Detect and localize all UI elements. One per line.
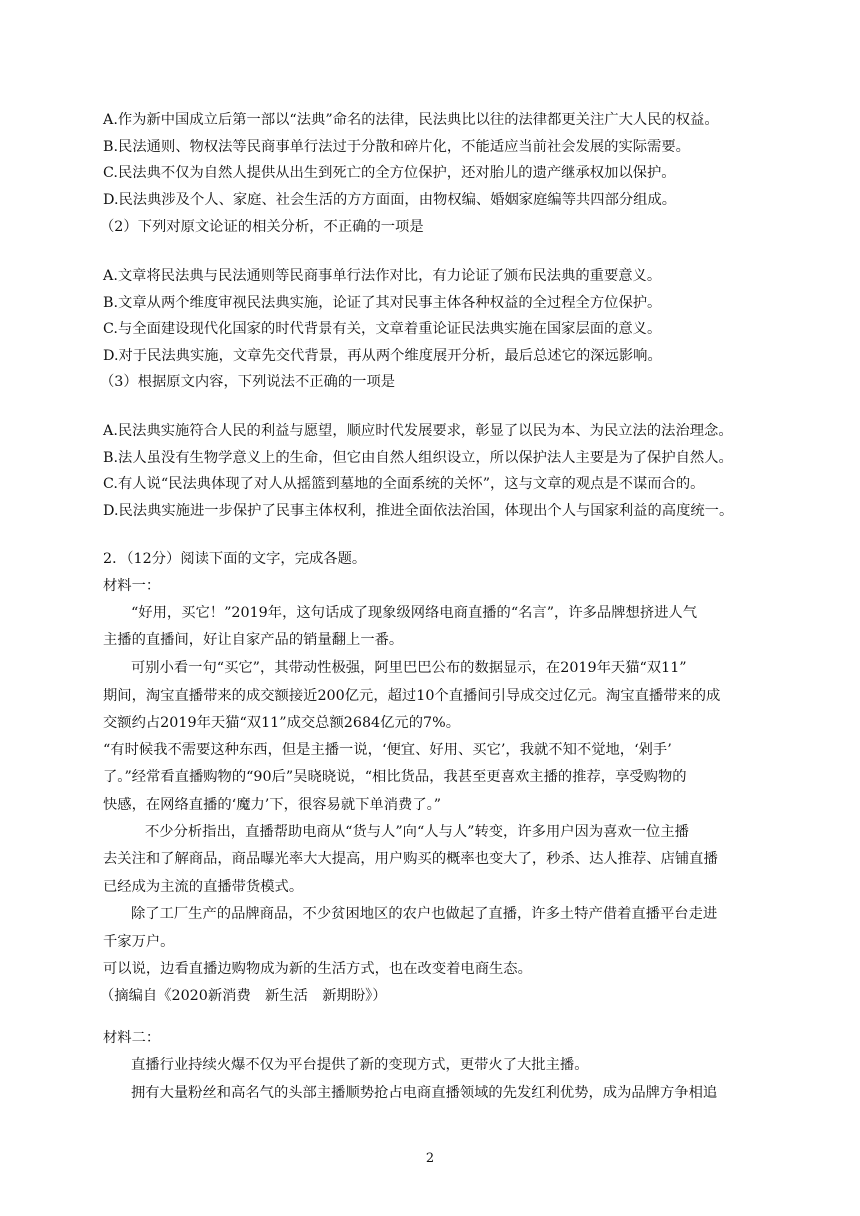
q1-option-d: D.民法典涉及个人、家庭、社会生活的方方面面，由物权编、婚姻家庭编等共四部分组成。 <box>103 192 677 208</box>
m2-line: 拥有大量粉丝和高名气的头部主播顺势抢占电商直播领域的先发红利优势，成为品牌方争相追 <box>131 1085 718 1101</box>
q3-option-a: A.民法典实施符合人民的利益与愿望，顺应时代发展要求，彰显了以民为本、为民立法的法治理念。 <box>103 423 733 439</box>
page-number: 2 <box>425 1151 435 1166</box>
m1-line: 千家万户。 <box>103 934 175 950</box>
section2-heading: 2．（12分）阅读下面的文字，完成各题。 <box>103 551 367 567</box>
q2-option-c: C.与全面建设现代化国家的时代背景有关，文章着重论证民法典实施在国家层面的意义。 <box>103 321 662 337</box>
q3-option-d: D.民法典实施进一步保护了民事主体权利，推进全面依法治国，体现出个人与国家利益的高度统一。 <box>103 503 734 519</box>
m1-line: 除了工厂生产的品牌商品，不少贫困地区的农户也做起了直播，许多土特产借着直播平台走进 <box>131 906 718 922</box>
m1-line: 期间，淘宝直播带来的成交额接近200亿元，超过10个直播间引导成交过亿元。淘宝直播带来的成 <box>103 688 721 704</box>
q1-option-b: B.民法通则、物权法等民商事单行法过于分散和碎片化，不能适应当前社会发展的实际需要。 <box>103 139 690 155</box>
m1-line: “有时候我不需要这种东西，但是主播一说，‘便宜、好用、买它’，我就不知不觉地，‘剁手’ <box>103 742 672 758</box>
m1-line: 快感，在网络直播的‘魔力’下，很容易就下单消费了。” <box>103 797 442 813</box>
m1-line: 去关注和了解商品，商品曝光率大大提高，用户购买的概率也变大了，秒杀、达人推荐、店铺直播 <box>103 851 718 867</box>
m1-line: 交额约占2019年天猫“双11”成交总额2684亿元的7%。 <box>103 715 461 731</box>
q2-option-b: B.文章从两个维度审视民法典实施，论证了其对民事主体各种权益的全过程全方位保护。 <box>103 295 662 311</box>
m1-line: 已经成为主流的直播带货模式。 <box>103 879 304 895</box>
m1-line: 可别小看一句“买它”，其带动性极强，阿里巴巴公布的数据显示，在2019年天猫“双11” <box>131 660 687 676</box>
m1-line: 不少分析指出，直播帮助电商从“货与人”向“人与人”转变，许多用户因为喜欢一位主播 <box>145 824 689 840</box>
m2-line: 直播行业持续火爆不仅为平台提供了新的变现方式，更带火了大批主播。 <box>131 1057 589 1073</box>
m1-line: 可以说，边看直播边购物成为新的生活方式，也在改变着电商生态。 <box>103 961 532 977</box>
q3-option-b: B.法人虽没有生物学意义上的生命，但它由自然人组织设立，所以保护法人主要是为了保护自然人。 <box>103 450 733 466</box>
q2-option-a: A.文章将民法典与民法通则等民商事单行法作对比，有力论证了颁布民法典的重要意义。 <box>103 268 662 284</box>
q2-option-d: D.对于民法典实施，文章先交代背景，再从两个维度展开分析，最后总述它的深远影响。 <box>103 348 662 364</box>
m1-line: 了。”经常看直播购物的“90后”吴晓晓说，“相比货品，我甚至更喜欢主播的推荐，享受购物的 <box>103 769 687 785</box>
q3-option-c: C.有人说“民法典体现了对人从摇篮到墓地的全面系统的关怀”，这与文章的观点是不谋而合的。 <box>103 476 705 492</box>
m1-line: 主播的直播间，好让自家产品的销量翻上一番。 <box>103 632 404 648</box>
m1-line: “好用，买它！”2019年，这句话成了现象级网络电商直播的“名言”，许多品牌想挤进人气 <box>131 605 698 621</box>
q3-stem: （3）根据原文内容，下列说法不正确的一项是 <box>100 374 396 390</box>
material2-label: 材料二： <box>103 1030 161 1046</box>
q1-option-c: C.民法典不仅为自然人提供从出生到死亡的全方位保护，还对胎儿的遗产继承权加以保护。 <box>103 165 676 181</box>
m1-source: （摘编自《2020新消费 新生活 新期盼》） <box>100 988 387 1004</box>
material1-label: 材料一： <box>103 578 161 594</box>
q1-option-a: A.作为新中国成立后第一部以“法典”命名的法律，民法典比以往的法律都更关注广大人民的权益。 <box>103 112 719 128</box>
q2-stem: （2）下列对原文论证的相关分析，不正确的一项是 <box>100 219 424 235</box>
